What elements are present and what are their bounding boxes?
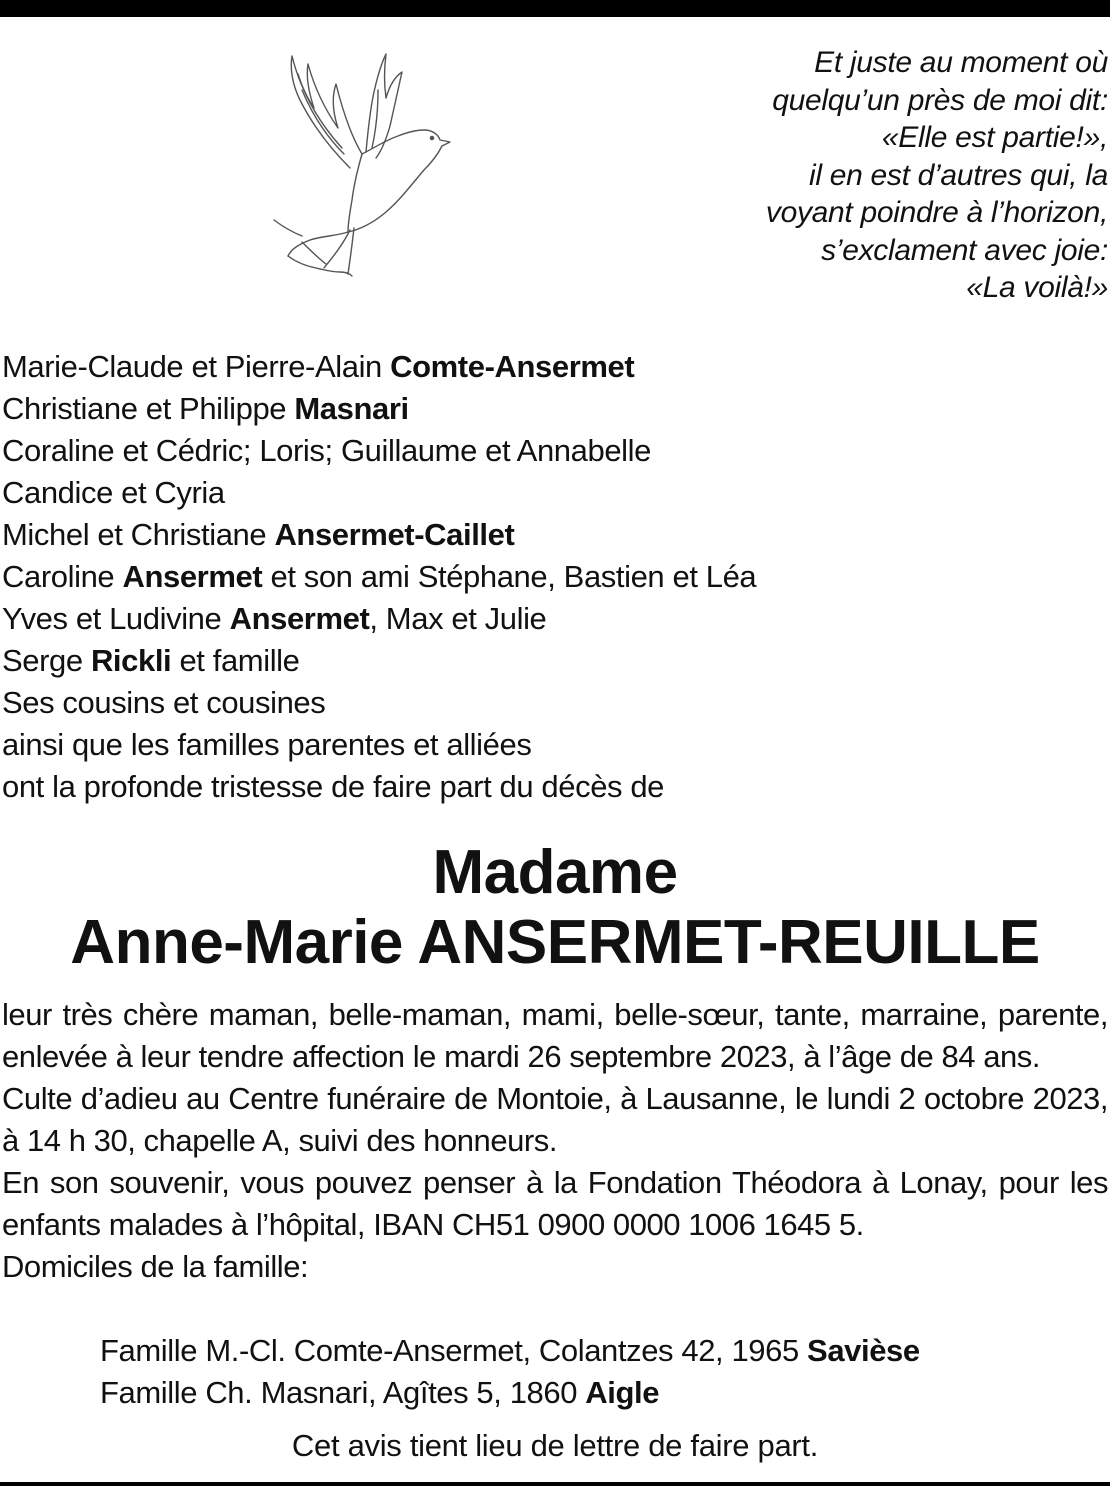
family-names: Yves et Ludivine <box>2 601 230 636</box>
family-surname: Ansermet <box>229 601 370 636</box>
family-line: Coraline et Cédric; Loris; Guillaume et Annabelle <box>2 433 651 468</box>
family-line <box>2 556 1102 598</box>
poem-line: «Elle est partie!», <box>881 121 1108 154</box>
family-names: , Max et Julie <box>369 601 547 636</box>
top-rule <box>0 0 1110 17</box>
family-surname: Rickli <box>90 643 172 678</box>
family-line <box>2 598 1102 640</box>
family-names: Michel et Christiane <box>2 517 275 552</box>
poem-line: voyant poindre à l’horizon, <box>765 196 1108 229</box>
family-names: Caroline <box>2 559 123 594</box>
poem-line: «La voilà!» <box>966 271 1108 304</box>
poem-line: Et juste au moment où <box>814 46 1108 79</box>
deceased-name-heading <box>0 838 1110 978</box>
address-text: Famille M.-Cl. Comte-Ansermet, Colantzes 42, 1965 <box>100 1333 808 1368</box>
family-line: Ses cousins et cousines <box>2 685 326 720</box>
family-line <box>2 346 1102 388</box>
family-names: et famille <box>171 643 300 678</box>
family-line <box>2 514 1102 556</box>
family-line <box>2 388 1102 430</box>
closing-note: Cet avis tient lieu de lettre de faire part. <box>291 1428 819 1463</box>
family-line: Candice et Cyria <box>2 475 225 510</box>
family-surname: Masnari <box>294 391 409 426</box>
honorific: Madame <box>432 838 678 907</box>
address-line <box>100 1330 920 1372</box>
announcement-paragraph: leur très chère maman, belle-maman, mami, belle-sœur, tante, marraine, parente, enlevée à leur tendre affection le mardi 26 septembre 2023, à l’âge de 84 ans. <box>2 997 1108 1074</box>
family-names: Marie-Claude et Pierre-Alain <box>2 349 391 384</box>
family-addresses <box>100 1330 920 1414</box>
service-paragraph: Culte d’adieu au Centre funéraire de Montoie, à Lausanne, le lundi 2 octobre 2023, à 14 h 30, chapelle A, suivi des honneurs. <box>2 1081 1108 1158</box>
poem-line: il en est d’autres qui, la <box>808 158 1108 192</box>
family-line <box>2 640 1102 682</box>
address-line <box>100 1372 920 1414</box>
address-town: Aigle <box>585 1375 660 1410</box>
address-text: Famille Ch. Masnari, Agîtes 5, 1860 <box>100 1375 586 1410</box>
family-names: Christiane et Philippe <box>2 391 295 426</box>
poem-line: s’exclament avec joie: <box>821 233 1108 267</box>
poem <box>588 44 1108 307</box>
announcement-body <box>2 994 1108 1288</box>
family-names: Serge <box>2 643 91 678</box>
donation-paragraph: En son souvenir, vous pouvez penser à la Fondation Théodora à Lonay, pour les enfants malades à l’hôpital, IBAN CH51 0900 0000 1006 1645 5. <box>2 1165 1108 1242</box>
domiciles-label: Domiciles de la famille: <box>2 1249 309 1284</box>
family-surname: Comte-Ansermet <box>390 349 635 384</box>
poem-line: quelqu’un près de moi dit: <box>772 83 1108 117</box>
address-town: Savièse <box>807 1333 920 1368</box>
family-surname: Ansermet <box>122 559 263 594</box>
family-line: ainsi que les familles parentes et alliées <box>2 727 532 762</box>
deceased-name: Anne-Marie ANSERMET-REUILLE <box>70 908 1040 977</box>
bottom-rule <box>0 1482 1110 1486</box>
family-list <box>2 346 1102 808</box>
dove-sketch-icon <box>262 50 462 280</box>
family-names: et son ami Stéphane, Bastien et Léa <box>262 559 757 594</box>
family-surname: Ansermet-Caillet <box>274 517 515 552</box>
family-line: ont la profonde tristesse de faire part du décès de <box>2 769 665 804</box>
